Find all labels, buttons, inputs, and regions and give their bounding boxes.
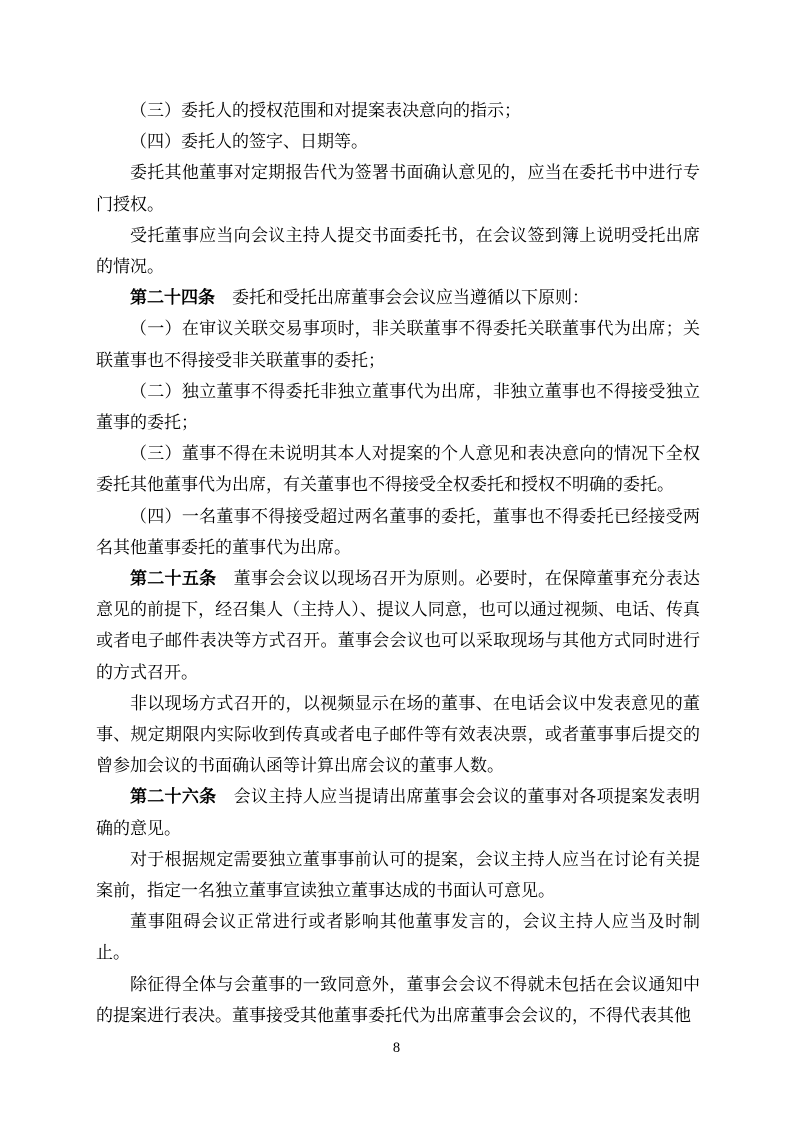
paragraph-text: 委托和受托出席董事会会议应当遵循以下原则： [215,288,589,308]
paragraph [96,563,700,688]
paragraph [96,157,700,219]
paragraph-text: 对于根据规定需要独立董事事前认可的提案，会议主持人应当在讨论有关提案前，指定一名独立董事宣读独立董事达成的书面认可意见。 [96,849,700,901]
paragraph-text: （一）在审议关联交易事项时，非关联董事不得委托关联董事代为出席；关联董事也不得接受非关联董事的委托； [96,319,700,370]
paragraph [96,781,700,843]
article-number: 第二十四条 [130,288,215,308]
paragraph-text: 董事阻碍会议正常进行或者影响其他董事发言的，会议主持人应当及时制止。 [96,912,700,963]
paragraph-text: （三）董事不得在未说明其本人对提案的个人意见和表决意向的情况下全权委托其他董事代为出席，有关董事也不得接受全权委托和授权不明确的委托。 [96,444,700,495]
paragraph [96,688,700,782]
paragraph [96,126,700,157]
paragraph [96,906,700,968]
paragraph-text: 会议主持人应当提请出席董事会会议的董事对各项提案发表明确的意见。 [96,787,700,838]
article-number: 第二十五条 [130,569,217,589]
paragraph [96,282,700,313]
paragraph [96,438,700,500]
document-body [96,95,700,1031]
paragraph [96,313,700,375]
paragraph-text: （二）独立董事不得委托非独立董事代为出席，非独立董事也不得接受独立董事的委托； [96,381,700,433]
paragraph-text: 除征得全体与会董事的一致同意外，董事会会议不得就未包括在会议通知中的提案进行表决。董事接受其他董事委托代为出席董事会会议的，不得代表其他 [96,974,700,1025]
paragraph [96,376,700,438]
paragraph [96,220,700,282]
article-number: 第二十六条 [130,787,217,807]
paragraph-text: 董事会会议以现场召开为原则。必要时，在保障董事充分表达意见的前提下，经召集人（主持人）、提议人同意，也可以通过视频、电话、传真或者电子邮件表决等方式召开。董事会会议也可以采取现场与其他方式同时进行的方式召开。 [96,569,700,682]
page-number: 8 [392,1040,401,1056]
paragraph-text: 委托其他董事对定期报告代为签署书面确认意见的，应当在委托书中进行专门授权。 [96,163,700,214]
paragraph [96,844,700,906]
paragraph-text: 受托董事应当向会议主持人提交书面委托书，在会议签到簿上说明受托出席的情况。 [96,225,700,277]
paragraph-text: （三）委托人的授权范围和对提案表决意向的指示； [130,101,521,120]
paragraph-text: （四）一名董事不得接受超过两名董事的委托，董事也不得委托已经接受两名其他董事委托的董事代为出席。 [96,506,700,557]
paragraph [96,95,700,126]
paragraph [96,969,700,1031]
paragraph-text: 非以现场方式召开的，以视频显示在场的董事、在电话会议中发表意见的董事、规定期限内实际收到传真或者电子邮件等有效表决票，或者董事事后提交的曾参加会议的书面确认函等计算出席会议的董事人数。 [96,693,700,776]
paragraph-text: （四）委托人的签字、日期等。 [130,132,368,152]
paragraph [96,501,700,563]
